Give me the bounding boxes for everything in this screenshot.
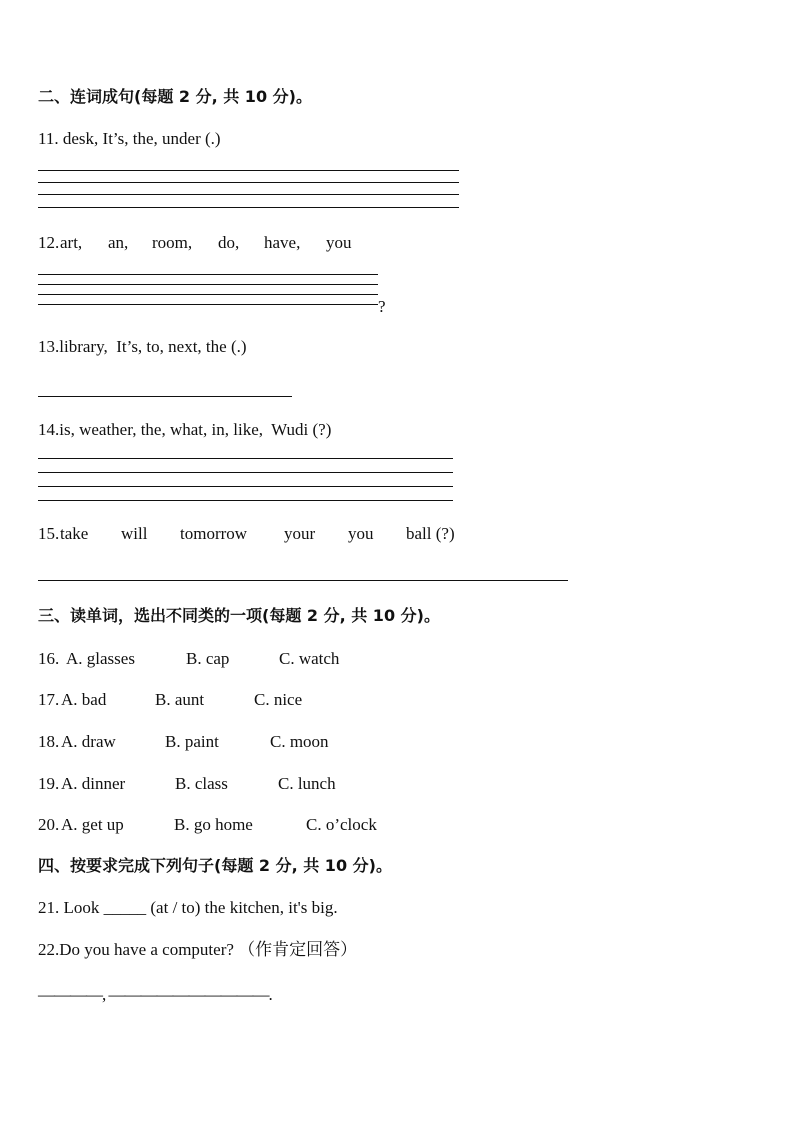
option-a: A. bad [61,690,107,709]
answer-line [38,304,378,305]
option-a: A. dinner [61,774,126,793]
question-number: 19. [38,774,60,793]
answer-line [38,294,378,295]
question-number: 18. [38,732,60,751]
question-22: 22.Do you have a computer? （作肯定回答） [38,940,358,959]
option-c: C. watch [279,649,340,668]
word: an, [108,233,129,252]
question-17 [38,689,438,711]
option-b: B. go home [174,815,253,834]
word: tomorrow [180,524,248,543]
question-15 [38,523,498,545]
option-c: C. o’clock [306,815,377,834]
answer-line [38,207,459,208]
word: you [348,524,374,543]
question-number: 20. [38,815,60,834]
option-c: C. lunch [278,774,336,793]
word: take [60,524,89,543]
question-12-end-mark: ? [378,297,386,316]
question-18 [38,731,438,753]
option-a: A. get up [61,815,124,834]
answer-line [38,500,453,501]
question-12 [38,232,438,254]
question-11: 11. desk, It’s, the, under (.) [38,129,221,148]
option-b: B. class [175,774,228,793]
answer-line [38,182,459,183]
option-b: B. cap [186,649,230,668]
question-21: 21. Look _____ (at / to) the kitchen, it's big. [38,898,338,917]
word: will [121,524,148,543]
answer-line [38,486,453,487]
question-number: 17. [38,690,60,709]
answer-line [38,274,378,275]
question-number: 16. [38,649,60,668]
option-c: C. nice [254,690,303,709]
question-22-answer-blanks: ————, ——————————. [38,985,272,1004]
option-a: A. glasses [66,649,135,668]
word: you [326,233,352,252]
question-16 [38,648,438,670]
question-14: 14.is, weather, the, what, in, like, Wudi (?) [38,420,332,439]
answer-line-15 [38,580,568,581]
option-a: A. draw [61,732,116,751]
option-b: B. paint [165,732,219,751]
word: your [284,524,316,543]
word: do, [218,233,240,252]
answer-line [38,170,459,171]
answer-line [38,194,459,195]
section-3-heading: 三、读单词，选出不同类的一项(每题 2 分, 共 10 分)。 [38,606,440,625]
answer-line [38,458,453,459]
answer-line-13 [38,396,292,397]
question-20 [38,814,438,836]
answer-line [38,472,453,473]
word: have, [264,233,301,252]
section-2-heading: 二、连词成句(每题 2 分, 共 10 分)。 [38,87,312,106]
section-4-heading: 四、按要求完成下列句子(每题 2 分, 共 10 分)。 [38,856,392,875]
option-c: C. moon [270,732,329,751]
option-b: B. aunt [155,690,205,709]
word: art, [60,233,83,252]
question-number: 12. [38,233,60,252]
question-number: 15. [38,524,60,543]
word: ball (?) [406,524,455,543]
word: room, [152,233,193,252]
question-13: 13.library, It’s, to, next, the (.) [38,337,247,356]
answer-line [38,284,378,285]
question-19 [38,773,438,795]
